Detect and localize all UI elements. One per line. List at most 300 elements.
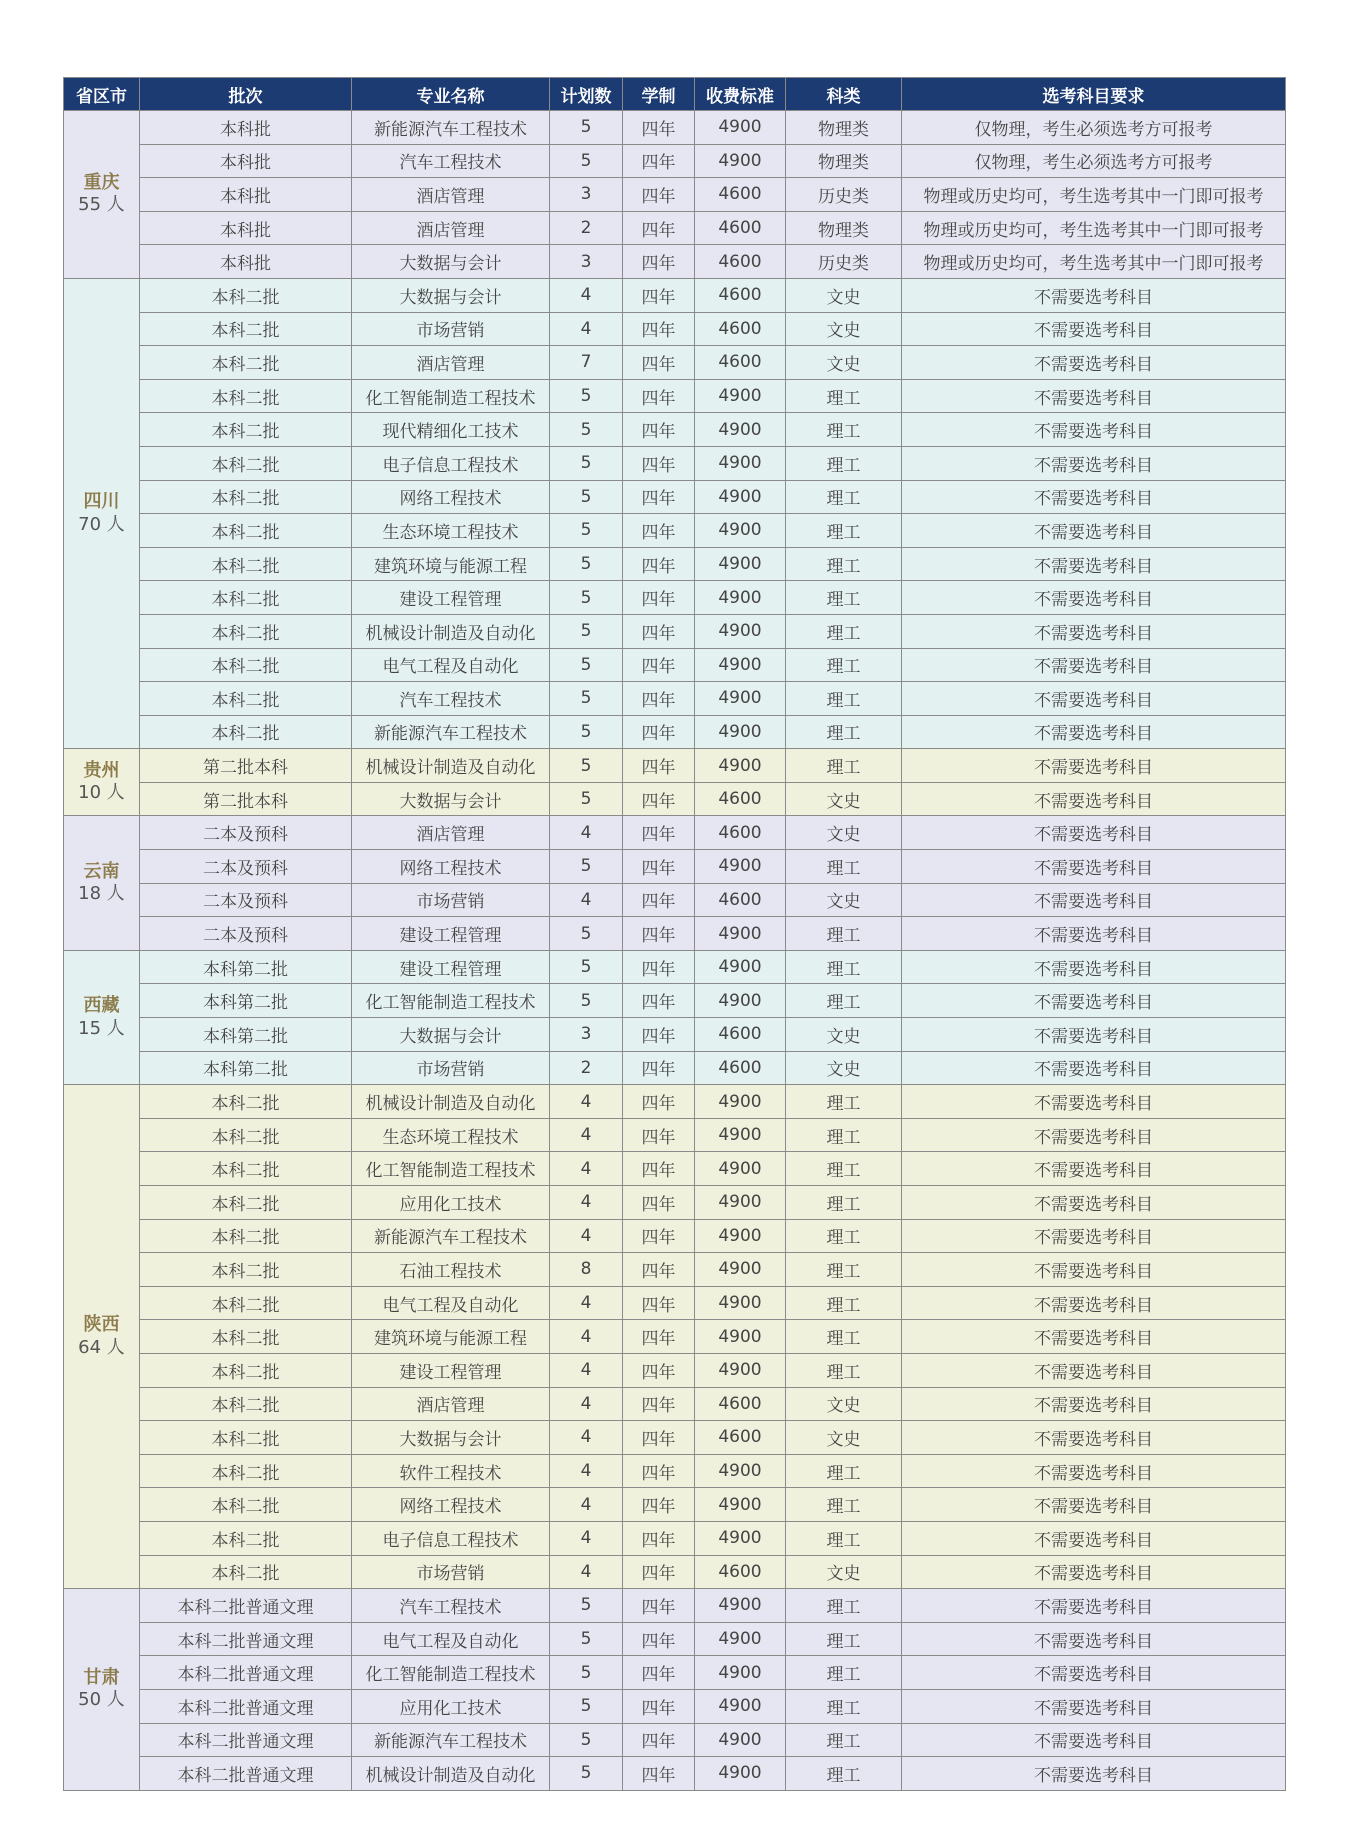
table-row bbox=[64, 1723, 1286, 1757]
major-cell: 酒店管理 bbox=[352, 816, 550, 850]
plan-count-cell: 8 bbox=[550, 1253, 623, 1287]
duration-cell: 四年 bbox=[623, 1421, 695, 1455]
subject-requirement-cell: 不需要选考科目 bbox=[902, 816, 1286, 850]
table-row bbox=[64, 413, 1286, 447]
major-cell: 新能源汽车工程技术 bbox=[352, 1219, 550, 1253]
table-row bbox=[64, 782, 1286, 816]
table-row bbox=[64, 446, 1286, 480]
subject-requirement-cell: 不需要选考科目 bbox=[902, 1353, 1286, 1387]
category-cell: 理工 bbox=[786, 1085, 902, 1119]
major-cell: 现代精细化工技术 bbox=[352, 413, 550, 447]
duration-cell: 四年 bbox=[623, 1253, 695, 1287]
major-cell: 网络工程技术 bbox=[352, 1488, 550, 1522]
batch-cell: 第二批本科 bbox=[140, 782, 352, 816]
table-row bbox=[64, 1656, 1286, 1690]
plan-count-cell: 4 bbox=[550, 312, 623, 346]
table-row bbox=[64, 950, 1286, 984]
subject-requirement-cell: 不需要选考科目 bbox=[902, 1253, 1286, 1287]
table-row bbox=[64, 984, 1286, 1018]
tuition-cell: 4600 bbox=[695, 211, 786, 245]
major-cell: 大数据与会计 bbox=[352, 782, 550, 816]
subject-requirement-cell: 不需要选考科目 bbox=[902, 1622, 1286, 1656]
plan-count-cell: 5 bbox=[550, 648, 623, 682]
batch-cell: 本科二批 bbox=[140, 581, 352, 615]
duration-cell: 四年 bbox=[623, 883, 695, 917]
tuition-cell: 4900 bbox=[695, 547, 786, 581]
category-cell: 理工 bbox=[786, 648, 902, 682]
plan-count-cell: 5 bbox=[550, 850, 623, 884]
duration-cell: 四年 bbox=[623, 245, 695, 279]
subject-requirement-cell: 不需要选考科目 bbox=[902, 1488, 1286, 1522]
batch-cell: 本科二批 bbox=[140, 1488, 352, 1522]
major-cell: 石油工程技术 bbox=[352, 1253, 550, 1287]
major-cell: 建设工程管理 bbox=[352, 917, 550, 951]
batch-cell: 本科二批 bbox=[140, 379, 352, 413]
plan-count-cell: 3 bbox=[550, 1018, 623, 1052]
table-row bbox=[64, 614, 1286, 648]
duration-cell: 四年 bbox=[623, 850, 695, 884]
batch-cell: 二本及预科 bbox=[140, 917, 352, 951]
batch-cell: 本科二批普通文理 bbox=[140, 1723, 352, 1757]
tuition-cell: 4900 bbox=[695, 1454, 786, 1488]
batch-cell: 本科二批 bbox=[140, 1186, 352, 1220]
category-cell: 文史 bbox=[786, 782, 902, 816]
duration-cell: 四年 bbox=[623, 211, 695, 245]
subject-requirement-cell: 不需要选考科目 bbox=[902, 1018, 1286, 1052]
plan-count-cell: 5 bbox=[550, 614, 623, 648]
duration-cell: 四年 bbox=[623, 312, 695, 346]
table-row bbox=[64, 111, 1286, 145]
plan-count-cell: 4 bbox=[550, 1353, 623, 1387]
category-cell: 文史 bbox=[786, 1387, 902, 1421]
table-row bbox=[64, 816, 1286, 850]
subject-requirement-cell: 不需要选考科目 bbox=[902, 446, 1286, 480]
batch-cell: 本科批 bbox=[140, 178, 352, 212]
plan-count-cell: 2 bbox=[550, 1051, 623, 1085]
table-row bbox=[64, 1320, 1286, 1354]
batch-cell: 本科二批 bbox=[140, 547, 352, 581]
plan-count-cell: 4 bbox=[550, 1219, 623, 1253]
tuition-cell: 4600 bbox=[695, 1421, 786, 1455]
province-name: 四川 bbox=[83, 491, 120, 513]
batch-cell: 本科批 bbox=[140, 211, 352, 245]
plan-count-cell: 5 bbox=[550, 1589, 623, 1623]
subject-requirement-cell: 不需要选考科目 bbox=[902, 581, 1286, 615]
plan-count-cell: 4 bbox=[550, 1454, 623, 1488]
subject-requirement-cell: 不需要选考科目 bbox=[902, 984, 1286, 1018]
tuition-cell: 4600 bbox=[695, 346, 786, 380]
duration-cell: 四年 bbox=[623, 1555, 695, 1589]
tuition-cell: 4600 bbox=[695, 1387, 786, 1421]
batch-cell: 本科二批普通文理 bbox=[140, 1656, 352, 1690]
batch-cell: 本科第二批 bbox=[140, 984, 352, 1018]
subject-requirement-cell: 不需要选考科目 bbox=[902, 1152, 1286, 1186]
major-cell: 酒店管理 bbox=[352, 178, 550, 212]
major-cell: 酒店管理 bbox=[352, 1387, 550, 1421]
table-row bbox=[64, 1051, 1286, 1085]
table-row bbox=[64, 682, 1286, 716]
tuition-cell: 4900 bbox=[695, 111, 786, 145]
major-cell: 大数据与会计 bbox=[352, 245, 550, 279]
plan-count-cell: 4 bbox=[550, 1320, 623, 1354]
tuition-cell: 4900 bbox=[695, 1757, 786, 1791]
category-cell: 文史 bbox=[786, 1421, 902, 1455]
category-cell: 理工 bbox=[786, 984, 902, 1018]
subject-requirement-cell: 物理或历史均可，考生选考其中一门即可报考 bbox=[902, 211, 1286, 245]
category-cell: 理工 bbox=[786, 514, 902, 548]
plan-count-cell: 5 bbox=[550, 514, 623, 548]
subject-requirement-cell: 不需要选考科目 bbox=[902, 749, 1286, 783]
tuition-cell: 4900 bbox=[695, 648, 786, 682]
table-row bbox=[64, 1421, 1286, 1455]
category-cell: 理工 bbox=[786, 1656, 902, 1690]
batch-cell: 本科二批 bbox=[140, 480, 352, 514]
duration-cell: 四年 bbox=[623, 1118, 695, 1152]
plan-count-cell: 5 bbox=[550, 917, 623, 951]
province-cell bbox=[64, 1589, 140, 1791]
table-row bbox=[64, 1186, 1286, 1220]
province-count: 64 人 bbox=[78, 1336, 125, 1358]
plan-count-cell: 5 bbox=[550, 1656, 623, 1690]
plan-count-cell: 4 bbox=[550, 278, 623, 312]
province-cell bbox=[64, 111, 140, 279]
tuition-cell: 4900 bbox=[695, 1589, 786, 1623]
tuition-cell: 4900 bbox=[695, 1353, 786, 1387]
category-cell: 理工 bbox=[786, 1219, 902, 1253]
header-plan-count: 计划数 bbox=[550, 78, 623, 111]
category-cell: 理工 bbox=[786, 1622, 902, 1656]
category-cell: 理工 bbox=[786, 1186, 902, 1220]
category-cell: 历史类 bbox=[786, 178, 902, 212]
duration-cell: 四年 bbox=[623, 682, 695, 716]
subject-requirement-cell: 不需要选考科目 bbox=[902, 917, 1286, 951]
batch-cell: 本科二批 bbox=[140, 1555, 352, 1589]
subject-requirement-cell: 不需要选考科目 bbox=[902, 346, 1286, 380]
duration-cell: 四年 bbox=[623, 1521, 695, 1555]
category-cell: 文史 bbox=[786, 1018, 902, 1052]
plan-count-cell: 5 bbox=[550, 1622, 623, 1656]
tuition-cell: 4900 bbox=[695, 1219, 786, 1253]
batch-cell: 本科二批 bbox=[140, 1152, 352, 1186]
tuition-cell: 4900 bbox=[695, 144, 786, 178]
batch-cell: 本科二批普通文理 bbox=[140, 1622, 352, 1656]
duration-cell: 四年 bbox=[623, 1387, 695, 1421]
major-cell: 建筑环境与能源工程 bbox=[352, 547, 550, 581]
batch-cell: 本科二批 bbox=[140, 1521, 352, 1555]
plan-count-cell: 5 bbox=[550, 111, 623, 145]
plan-count-cell: 4 bbox=[550, 1118, 623, 1152]
province-name: 重庆 bbox=[83, 171, 120, 193]
category-cell: 理工 bbox=[786, 379, 902, 413]
table-row bbox=[64, 1454, 1286, 1488]
tuition-cell: 4900 bbox=[695, 614, 786, 648]
category-cell: 理工 bbox=[786, 749, 902, 783]
duration-cell: 四年 bbox=[623, 514, 695, 548]
table-row bbox=[64, 1488, 1286, 1522]
major-cell: 建设工程管理 bbox=[352, 950, 550, 984]
duration-cell: 四年 bbox=[623, 1018, 695, 1052]
subject-requirement-cell: 不需要选考科目 bbox=[902, 614, 1286, 648]
batch-cell: 第二批本科 bbox=[140, 749, 352, 783]
batch-cell: 本科二批 bbox=[140, 715, 352, 749]
batch-cell: 本科二批 bbox=[140, 1387, 352, 1421]
duration-cell: 四年 bbox=[623, 715, 695, 749]
batch-cell: 本科二批 bbox=[140, 346, 352, 380]
plan-count-cell: 4 bbox=[550, 1085, 623, 1119]
batch-cell: 本科二批 bbox=[140, 1253, 352, 1287]
batch-cell: 本科二批 bbox=[140, 312, 352, 346]
duration-cell: 四年 bbox=[623, 1589, 695, 1623]
batch-cell: 二本及预科 bbox=[140, 883, 352, 917]
subject-requirement-cell: 不需要选考科目 bbox=[902, 1186, 1286, 1220]
batch-cell: 本科二批普通文理 bbox=[140, 1589, 352, 1623]
table-row bbox=[64, 144, 1286, 178]
subject-requirement-cell: 物理或历史均可，考生选考其中一门即可报考 bbox=[902, 245, 1286, 279]
table-row bbox=[64, 547, 1286, 581]
major-cell: 市场营销 bbox=[352, 312, 550, 346]
header-category: 科类 bbox=[786, 78, 902, 111]
major-cell: 生态环境工程技术 bbox=[352, 514, 550, 548]
major-cell: 新能源汽车工程技术 bbox=[352, 111, 550, 145]
category-cell: 理工 bbox=[786, 1757, 902, 1791]
major-cell: 电气工程及自动化 bbox=[352, 1622, 550, 1656]
category-cell: 理工 bbox=[786, 547, 902, 581]
subject-requirement-cell: 不需要选考科目 bbox=[902, 1387, 1286, 1421]
subject-requirement-cell: 不需要选考科目 bbox=[902, 413, 1286, 447]
duration-cell: 四年 bbox=[623, 648, 695, 682]
province-cell bbox=[64, 749, 140, 816]
major-cell: 化工智能制造工程技术 bbox=[352, 1152, 550, 1186]
duration-cell: 四年 bbox=[623, 379, 695, 413]
plan-count-cell: 5 bbox=[550, 413, 623, 447]
province-cell bbox=[64, 816, 140, 950]
batch-cell: 本科二批 bbox=[140, 682, 352, 716]
major-cell: 网络工程技术 bbox=[352, 480, 550, 514]
plan-count-cell: 5 bbox=[550, 379, 623, 413]
table-row bbox=[64, 749, 1286, 783]
batch-cell: 本科二批 bbox=[140, 614, 352, 648]
table-row bbox=[64, 312, 1286, 346]
plan-count-cell: 4 bbox=[550, 1186, 623, 1220]
duration-cell: 四年 bbox=[623, 1152, 695, 1186]
subject-requirement-cell: 不需要选考科目 bbox=[902, 379, 1286, 413]
subject-requirement-cell: 不需要选考科目 bbox=[902, 1689, 1286, 1723]
batch-cell: 本科二批 bbox=[140, 514, 352, 548]
table-row bbox=[64, 917, 1286, 951]
plan-count-cell: 5 bbox=[550, 749, 623, 783]
table-row bbox=[64, 178, 1286, 212]
duration-cell: 四年 bbox=[623, 984, 695, 1018]
major-cell: 机械设计制造及自动化 bbox=[352, 1757, 550, 1791]
duration-cell: 四年 bbox=[623, 1286, 695, 1320]
duration-cell: 四年 bbox=[623, 480, 695, 514]
plan-count-cell: 5 bbox=[550, 950, 623, 984]
major-cell: 机械设计制造及自动化 bbox=[352, 749, 550, 783]
tuition-cell: 4600 bbox=[695, 782, 786, 816]
subject-requirement-cell: 不需要选考科目 bbox=[902, 1085, 1286, 1119]
plan-count-cell: 5 bbox=[550, 782, 623, 816]
tuition-cell: 4900 bbox=[695, 1118, 786, 1152]
major-cell: 网络工程技术 bbox=[352, 850, 550, 884]
table-row bbox=[64, 1757, 1286, 1791]
category-cell: 物理类 bbox=[786, 111, 902, 145]
subject-requirement-cell: 不需要选考科目 bbox=[902, 1286, 1286, 1320]
batch-cell: 本科第二批 bbox=[140, 950, 352, 984]
plan-count-cell: 4 bbox=[550, 1286, 623, 1320]
tuition-cell: 4600 bbox=[695, 278, 786, 312]
enrollment-plan-table-container bbox=[63, 77, 1285, 1791]
duration-cell: 四年 bbox=[623, 917, 695, 951]
tuition-cell: 4900 bbox=[695, 917, 786, 951]
subject-requirement-cell: 不需要选考科目 bbox=[902, 1051, 1286, 1085]
tuition-cell: 4900 bbox=[695, 480, 786, 514]
subject-requirement-cell: 不需要选考科目 bbox=[902, 312, 1286, 346]
province-cell bbox=[64, 1085, 140, 1589]
tuition-cell: 4900 bbox=[695, 1152, 786, 1186]
category-cell: 理工 bbox=[786, 850, 902, 884]
table-row bbox=[64, 379, 1286, 413]
plan-count-cell: 5 bbox=[550, 547, 623, 581]
major-cell: 新能源汽车工程技术 bbox=[352, 1723, 550, 1757]
plan-count-cell: 4 bbox=[550, 1488, 623, 1522]
subject-requirement-cell: 不需要选考科目 bbox=[902, 1757, 1286, 1791]
table-row bbox=[64, 1018, 1286, 1052]
category-cell: 理工 bbox=[786, 446, 902, 480]
category-cell: 理工 bbox=[786, 1689, 902, 1723]
province-cell bbox=[64, 278, 140, 748]
province-count: 70 人 bbox=[78, 513, 125, 535]
tuition-cell: 4900 bbox=[695, 1656, 786, 1690]
table-row bbox=[64, 480, 1286, 514]
tuition-cell: 4900 bbox=[695, 984, 786, 1018]
subject-requirement-cell: 不需要选考科目 bbox=[902, 782, 1286, 816]
major-cell: 电子信息工程技术 bbox=[352, 446, 550, 480]
category-cell: 文史 bbox=[786, 1555, 902, 1589]
category-cell: 文史 bbox=[786, 346, 902, 380]
duration-cell: 四年 bbox=[623, 144, 695, 178]
tuition-cell: 4900 bbox=[695, 1521, 786, 1555]
category-cell: 文史 bbox=[786, 278, 902, 312]
tuition-cell: 4900 bbox=[695, 850, 786, 884]
subject-requirement-cell: 不需要选考科目 bbox=[902, 715, 1286, 749]
tuition-cell: 4900 bbox=[695, 379, 786, 413]
tuition-cell: 4900 bbox=[695, 581, 786, 615]
major-cell: 市场营销 bbox=[352, 1051, 550, 1085]
table-row bbox=[64, 1689, 1286, 1723]
duration-cell: 四年 bbox=[623, 1488, 695, 1522]
duration-cell: 四年 bbox=[623, 1186, 695, 1220]
plan-count-cell: 5 bbox=[550, 480, 623, 514]
major-cell: 化工智能制造工程技术 bbox=[352, 984, 550, 1018]
duration-cell: 四年 bbox=[623, 1353, 695, 1387]
category-cell: 理工 bbox=[786, 1454, 902, 1488]
category-cell: 理工 bbox=[786, 1589, 902, 1623]
major-cell: 建筑环境与能源工程 bbox=[352, 1320, 550, 1354]
plan-count-cell: 5 bbox=[550, 1689, 623, 1723]
category-cell: 理工 bbox=[786, 614, 902, 648]
tuition-cell: 4900 bbox=[695, 1286, 786, 1320]
subject-requirement-cell: 不需要选考科目 bbox=[902, 883, 1286, 917]
category-cell: 理工 bbox=[786, 1320, 902, 1354]
plan-count-cell: 5 bbox=[550, 144, 623, 178]
category-cell: 理工 bbox=[786, 1353, 902, 1387]
table-row bbox=[64, 211, 1286, 245]
batch-cell: 本科二批普通文理 bbox=[140, 1689, 352, 1723]
table-row bbox=[64, 514, 1286, 548]
table-row bbox=[64, 1521, 1286, 1555]
category-cell: 理工 bbox=[786, 917, 902, 951]
batch-cell: 本科第二批 bbox=[140, 1018, 352, 1052]
duration-cell: 四年 bbox=[623, 1051, 695, 1085]
plan-count-cell: 2 bbox=[550, 211, 623, 245]
batch-cell: 本科二批 bbox=[140, 413, 352, 447]
plan-count-cell: 5 bbox=[550, 446, 623, 480]
subject-requirement-cell: 不需要选考科目 bbox=[902, 1723, 1286, 1757]
major-cell: 酒店管理 bbox=[352, 211, 550, 245]
batch-cell: 本科二批 bbox=[140, 1320, 352, 1354]
batch-cell: 本科批 bbox=[140, 144, 352, 178]
major-cell: 机械设计制造及自动化 bbox=[352, 614, 550, 648]
table-row bbox=[64, 883, 1286, 917]
table-row bbox=[64, 1286, 1286, 1320]
subject-requirement-cell: 不需要选考科目 bbox=[902, 547, 1286, 581]
major-cell: 市场营销 bbox=[352, 883, 550, 917]
major-cell: 电子信息工程技术 bbox=[352, 1521, 550, 1555]
duration-cell: 四年 bbox=[623, 1320, 695, 1354]
province-name: 陕西 bbox=[83, 1314, 120, 1336]
table-row bbox=[64, 1622, 1286, 1656]
major-cell: 汽车工程技术 bbox=[352, 682, 550, 716]
duration-cell: 四年 bbox=[623, 1454, 695, 1488]
duration-cell: 四年 bbox=[623, 581, 695, 615]
table-row bbox=[64, 1085, 1286, 1119]
duration-cell: 四年 bbox=[623, 1689, 695, 1723]
batch-cell: 本科二批 bbox=[140, 446, 352, 480]
header-province: 省区市 bbox=[64, 78, 140, 111]
category-cell: 理工 bbox=[786, 950, 902, 984]
tuition-cell: 4900 bbox=[695, 413, 786, 447]
duration-cell: 四年 bbox=[623, 1219, 695, 1253]
table-header bbox=[64, 78, 1286, 111]
subject-requirement-cell: 不需要选考科目 bbox=[902, 950, 1286, 984]
batch-cell: 本科批 bbox=[140, 245, 352, 279]
tuition-cell: 4900 bbox=[695, 1186, 786, 1220]
table-row bbox=[64, 1387, 1286, 1421]
subject-requirement-cell: 不需要选考科目 bbox=[902, 1118, 1286, 1152]
tuition-cell: 4900 bbox=[695, 1689, 786, 1723]
category-cell: 文史 bbox=[786, 1051, 902, 1085]
major-cell: 建设工程管理 bbox=[352, 1353, 550, 1387]
category-cell: 理工 bbox=[786, 1723, 902, 1757]
plan-count-cell: 4 bbox=[550, 1421, 623, 1455]
major-cell: 生态环境工程技术 bbox=[352, 1118, 550, 1152]
header-major: 专业名称 bbox=[352, 78, 550, 111]
major-cell: 大数据与会计 bbox=[352, 278, 550, 312]
tuition-cell: 4600 bbox=[695, 816, 786, 850]
major-cell: 酒店管理 bbox=[352, 346, 550, 380]
batch-cell: 本科批 bbox=[140, 111, 352, 145]
major-cell: 软件工程技术 bbox=[352, 1454, 550, 1488]
category-cell: 理工 bbox=[786, 1286, 902, 1320]
duration-cell: 四年 bbox=[623, 614, 695, 648]
batch-cell: 本科二批 bbox=[140, 1353, 352, 1387]
subject-requirement-cell: 不需要选考科目 bbox=[902, 1521, 1286, 1555]
plan-count-cell: 5 bbox=[550, 682, 623, 716]
duration-cell: 四年 bbox=[623, 1723, 695, 1757]
province-name: 西藏 bbox=[83, 995, 120, 1017]
category-cell: 物理类 bbox=[786, 144, 902, 178]
table-row bbox=[64, 245, 1286, 279]
